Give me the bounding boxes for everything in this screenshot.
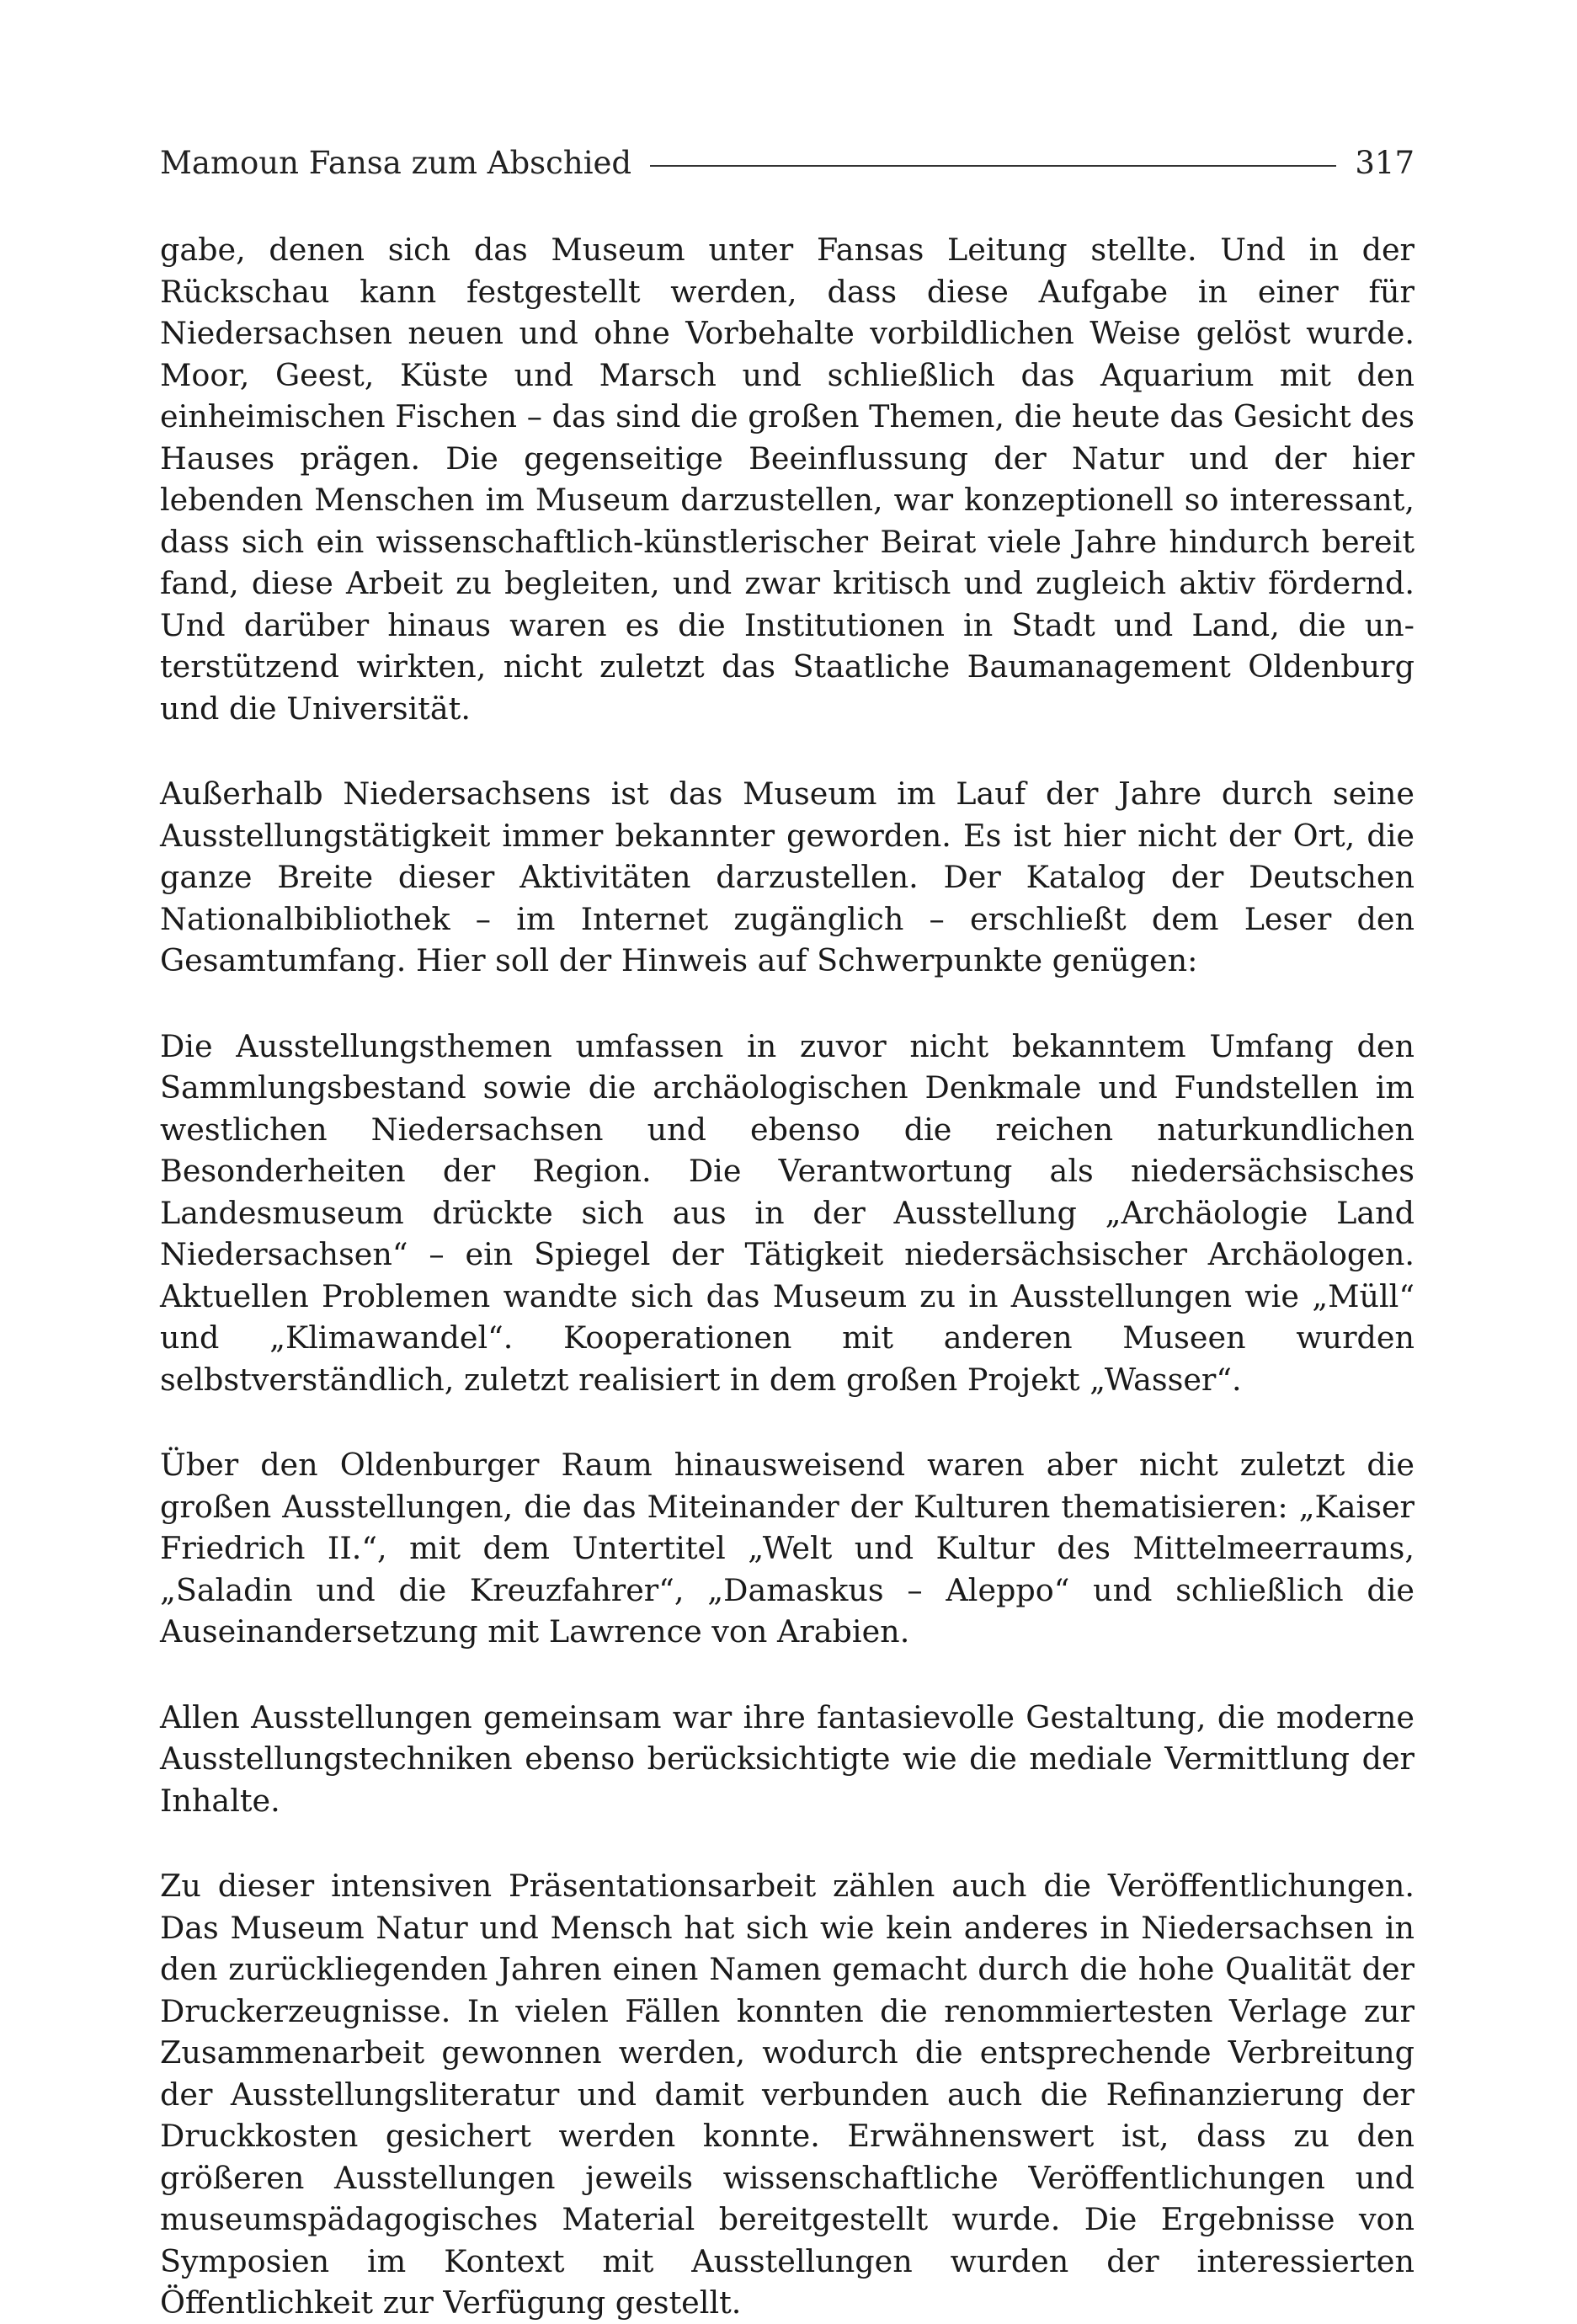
page-number: 317 (1355, 145, 1415, 181)
running-title: Mamoun Fansa zum Abschied (160, 145, 632, 181)
header-rule (650, 165, 1336, 167)
paragraph: Allen Ausstellungen gemeinsam war ihre fantasievolle Gestaltung, die moderne Ausstellungstechniken ebenso berücksichtigte wie die mediale Vermittlung der Inhalte. (160, 1698, 1415, 1819)
paragraph: Zu dieser intensiven Präsentationsarbeit zählen auch die Veröffentlichungen. Das Museum Natur und Mensch hat sich wie kein anderes in Niedersachsen in den zurückliegenden Jahren einen Namen gemacht durch die hohe Qualität der Druckerzeugnisse. In vielen Fällen konnten die renommiertesten Verlage zur Zusammenarbeit gewonnen werden, wodurch die entsprechende Verbreitung der Ausstellungsliteratur und damit verbunden auch die Refinanzierung der Druckkosten gesichert werden konnte. Erwähnenswert ist, dass zu den größeren Ausstellungen jeweils wissenschaftliche Veröffentlichungen und museumspädagogisches Material bereitgestellt wurde. Die Ergebnisse von Symposien im Kontext mit Ausstellungen wurden der interessierten Öffentlichkeit zur Verfügung gestellt. (160, 1868, 1415, 2321)
paragraph: Über den Oldenburger Raum hinausweisend waren aber nicht zuletzt die großen Ausstellungen, die das Miteinander der Kulturen thematisieren: „Kaiser Friedrich II.“, mit dem Untertitel „Welt und Kultur des Mittelmeerraums, „Saladin und die Kreuzfahrer“, „Damaskus – Aleppo“ und schließlich die Auseinandersetzung mit Lawrence von Arabien. (160, 1447, 1415, 1650)
body-text (160, 229, 1415, 2324)
paragraph: Die Ausstellungsthemen umfassen in zuvor nicht bekanntem Umfang den Sammlungsbestand sowie die archäologischen Denkmale und Fundstellen im westlichen Niedersachsen und ebenso die reichen naturkundlichen Besonderheiten der Region. Die Verantwortung als niedersächsisches Landesmuseum drückte sich aus in der Ausstellung „Archäologie Land Niedersachsen“ – ein Spiegel der Tätigkeit niedersächsischer Archäologen. Aktuellen Problemen wandte sich das Museum zu in Ausstellungen wie „Müll“ und „Klimawandel“. Kooperationen mit anderen Museen wurden selbstverständlich, zuletzt realisiert in dem großen Projekt „Wasser“. (160, 1027, 1415, 1398)
running-header (160, 147, 1415, 179)
paragraph: Außerhalb Niedersachsens ist das Museum im Lauf der Jahre durch seine Ausstellungstätigkeit immer bekannter geworden. Es ist hier nicht der Ort, die ganze Breite dieser Aktivitäten darzustellen. Der Katalog der Deutschen Nationalbibliothek – im Internet zugänglich – erschließt dem Leser den Gesamtumfang. Hier soll der Hinweis auf Schwerpunkte genügen: (160, 776, 1415, 978)
paragraph: gabe, denen sich das Museum unter Fansas Leitung stellte. Und in der Rückschau kann festgestellt werden, dass diese Aufgabe in einer für Niedersachsen neuen und ohne Vorbehalte vorbildlichen Weise gelöst wurde. Moor, Geest, Küste und Marsch und schließlich das Aquarium mit den einheimischen Fischen – das sind die großen Themen, die heute das Gesicht des Hauses prägen. Die gegenseitige Beeinflussung der Natur und der hier lebenden Menschen im Museum darzustellen, war konzeptionell so interessant, dass sich ein wissenschaftlich-künstlerischer Beirat viele Jahre hindurch bereit fand, diese Arbeit zu begleiten, und zwar kritisch und zugleich aktiv fördernd. Und darüber hinaus waren es die Institutionen in Stadt und Land, die unterstützend wirkten, nicht zuletzt das Staatliche Baumanagement Oldenburg und die Universität. (160, 232, 1415, 727)
document-page (160, 147, 1415, 2324)
